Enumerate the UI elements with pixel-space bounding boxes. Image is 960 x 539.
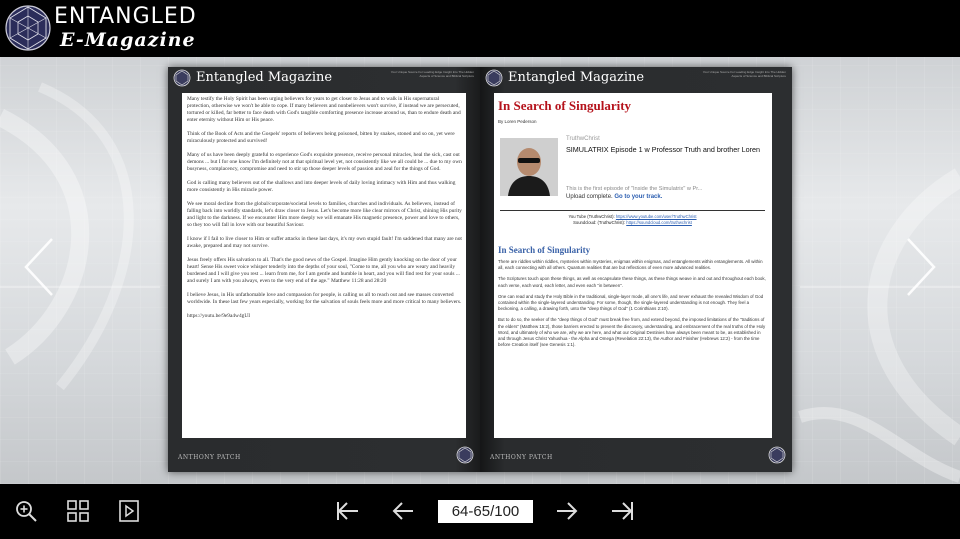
article-paragraph: The Scriptures touch upon these things, as well as encapsulate these things, as these things weave in and out and throughout each book, each verse, each word, each letter, and even each "in between". bbox=[498, 276, 766, 288]
footer-author: ANTHONY PATCH bbox=[178, 454, 241, 461]
youtube-link[interactable]: https://youtu.be/9e9a4w4gUI bbox=[187, 313, 251, 319]
top-bar bbox=[0, 0, 960, 57]
bookmark-icon[interactable] bbox=[117, 499, 141, 523]
article-paragraph: Many testify the Holy Spirit has been urging believers for years to get closer to Jesus and to walk in His supernatural protection, otherwise we won't be able to cope. If many believers and nonbelievers won't survive, if instead we are persecuted, tortured or killed, far better to face death with God's tangible comforting presence increase around us, than to endure death and enter eternity without Him or His peace. bbox=[187, 96, 461, 123]
magazine-emblem-icon bbox=[456, 446, 474, 464]
divider bbox=[500, 210, 765, 211]
go-to-track-link[interactable]: Go to your track. bbox=[614, 194, 663, 200]
upload-status bbox=[566, 194, 662, 200]
channel-links bbox=[498, 214, 767, 226]
geodesic-sphere-icon bbox=[4, 4, 52, 52]
youtube-url-link[interactable]: https://www.youtube.com/user/TruthwChrist bbox=[615, 214, 697, 219]
article-paragraph: There are riddles within riddles, mysteries within mysteries, enigmas within enigmas, and entanglements within entanglements. All within all, each connecting with all others. Quantum realities that are but reflections of even more advanced realities. bbox=[498, 259, 763, 271]
footer-author: ANTHONY PATCH bbox=[490, 454, 553, 461]
masthead: Entangled Magazine bbox=[196, 70, 333, 85]
magazine-emblem-icon bbox=[173, 69, 191, 87]
soundcloud-label: Soundcloud: (TruthwChrist): bbox=[573, 220, 626, 225]
article-sheet bbox=[494, 93, 772, 438]
next-page-icon[interactable] bbox=[555, 499, 579, 523]
brand-title: ENTANGLED bbox=[54, 4, 197, 29]
article-paragraph: I know if I fail to live closer to Him or suffer attacks in these last days, it's my own stupid fault! I'm saddened that many are not awake, prepared and may not survive. bbox=[187, 236, 462, 249]
prev-page-icon[interactable] bbox=[391, 499, 415, 523]
page-footer bbox=[168, 442, 480, 472]
page-header bbox=[168, 67, 480, 91]
prev-page-side-arrow[interactable] bbox=[22, 237, 56, 297]
magazine-spread[interactable] bbox=[168, 67, 792, 472]
article-sheet bbox=[182, 93, 466, 438]
right-page[interactable] bbox=[480, 67, 792, 472]
video-channel[interactable]: TruthwChrist bbox=[566, 136, 600, 142]
youtube-label: You Tube (TruthwChrist): bbox=[568, 214, 615, 219]
article-paragraph: But to do so, the seeker of the "deep things of God" must break free from, and extend beyond, the imposed limitations of the "traditions of the elders" (Matthew 15:2), those barriers erected to prevent the discovery, understanding, and embracement of the real truths of the Holy Word, and ultimately of who we are, why we are here, and what our Original Destinies have always been meant to be, as established in and through Jesus Christ Yahushua - the Alpha and Omega (Revelation 22:13), the Author and Finisher (Hebrews 12:2) - from the time before Creation itself (see Genesis 1:1). bbox=[498, 317, 766, 348]
magazine-emblem-icon bbox=[768, 446, 786, 464]
article-paragraph: God is calling many believers out of the shallows and into deeper levels of daily loving intimacy with Him and thus walking more consistently in His miracle power. bbox=[187, 180, 456, 193]
tagline: Your Unique Source For Leading Edge Insight Into The Hidden Aspects of Science and Biblical Scripture bbox=[390, 70, 474, 78]
article-paragraph: Many of us have been deeply grateful to experience God's exquisite presence, receive personal miracles, heal the sick, cast out demons ... but I for one know I'm definitely not at that spiritual level yet, not consistently like we all could be ... due to my own busyness, complacency, compromise and need to stir up those deeper levels of passion and zeal for the things of God. bbox=[187, 152, 462, 172]
article-paragraph: Jesus freely offers His salvation to all. That's the good news of the Gospel. Imagine Him gently knocking on the door of your heart! Sense His sweet voice whisper tenderly into the depths of your soul, "Come to me, all you who are weary and heavily burdened and I will give you rest ... learn from me, for I am gentle and humble in heart, and you will find rest for your souls ... and surely I am with you always, even to the very end of the age." Matthew 11:28 and 28:20 bbox=[187, 257, 460, 284]
article-heading: In Search of Singularity bbox=[498, 98, 632, 113]
left-page[interactable] bbox=[168, 67, 480, 472]
article-paragraph: We see moral decline from the global/corporate/societal levels to families, churches and individuals. As believers, instead of falling back into worldly standards, let's draw closer to Jesus. Let's become more like clear mirrors of Christ, shining His purity and light to the darkness. If we encounter Him more deeply we will emanate His magnetic presence, power and love to others, so they too will fall in love with our beautiful Saviour. bbox=[187, 201, 462, 228]
masthead: Entangled Magazine bbox=[508, 70, 645, 85]
upload-text: Upload complete. bbox=[566, 194, 613, 200]
video-title[interactable]: SIMULATRIX Episode 1 w Professor Truth and brother Loren bbox=[566, 145, 761, 154]
first-page-icon[interactable] bbox=[335, 499, 359, 523]
article-byline: By Loren Pederson bbox=[498, 119, 537, 124]
magazine-emblem-icon bbox=[485, 69, 503, 87]
article-paragraph: I believe Jesus, in His unfathomable love and compassion for people, is calling us all to reach out and see masses converted worldwide. In these last few years especially, working for the salvation of souls feels more and more critical to many believers. bbox=[187, 292, 462, 305]
soundcloud-row bbox=[498, 220, 767, 226]
tagline: Your Unique Source For Leading Edge Insight Into The Hidden Aspects of Science and Biblical Scripture bbox=[702, 70, 786, 78]
article-paragraph: Think of the Book of Acts and the Gospels' reports of believers being poisoned, bitten by snakes, stoned and so on, yet were miraculously protected and survived! bbox=[187, 131, 455, 144]
grid-icon[interactable] bbox=[66, 499, 90, 523]
reading-stage bbox=[0, 57, 960, 484]
brand-subtitle: E-Magazine bbox=[60, 29, 196, 51]
article-subheading: In Search of Singularity bbox=[498, 245, 591, 255]
page-footer bbox=[480, 442, 792, 472]
last-page-icon[interactable] bbox=[611, 499, 635, 523]
zoom-in-icon[interactable] bbox=[14, 499, 38, 523]
page-indicator[interactable]: 64-65/100 bbox=[438, 500, 533, 523]
presenter-thumbnail bbox=[500, 138, 558, 196]
embedded-video-card[interactable] bbox=[498, 130, 767, 208]
article-paragraph: One can read and study the Holy Bible in the traditional, single-layer mode, all one's life, and never exhaust the revealed Wisdom of God contained within the single-layered understanding. For some, though, the single-layered understanding is not enough. They feel a beckoning, a calling, a drawing forth, unto the "deep things of God" (1 Corinthians 2:10). bbox=[498, 293, 764, 312]
video-description: This is the first episode of "Inside the Simulatrix" w Pr... bbox=[566, 186, 703, 192]
soundcloud-url-link[interactable]: https://soundcloud.com/truthwchrist bbox=[626, 220, 692, 225]
next-page-side-arrow[interactable] bbox=[904, 237, 938, 297]
bottom-toolbar bbox=[0, 484, 960, 539]
page-header bbox=[480, 67, 792, 91]
